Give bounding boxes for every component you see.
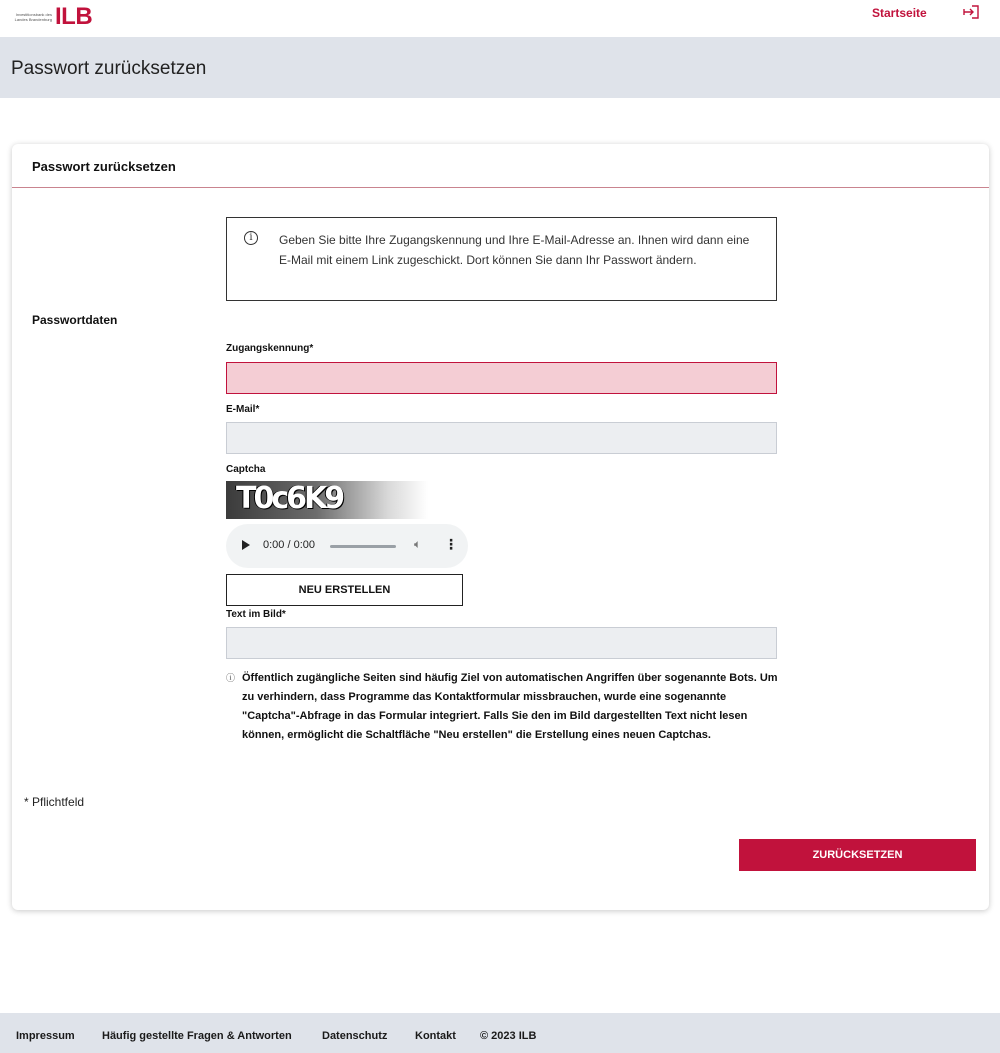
audio-time: 0:00 / 0:00 xyxy=(263,539,315,551)
info-icon: i xyxy=(244,231,258,245)
ilb-logo[interactable] xyxy=(10,4,92,30)
captcha-audio-player[interactable] xyxy=(226,524,468,568)
captcha-input-label: Text im Bild* xyxy=(226,609,286,620)
card-divider xyxy=(12,187,989,188)
email-input[interactable] xyxy=(226,422,777,454)
captcha-text: T0c6K9 xyxy=(236,481,343,516)
more-options-icon[interactable]: ⋮ xyxy=(444,536,458,552)
play-icon[interactable] xyxy=(242,540,250,550)
footer-link-faq[interactable]: Häufig gestellte Fragen & Antworten xyxy=(102,1030,292,1042)
top-bar xyxy=(0,0,1000,37)
username-input[interactable] xyxy=(226,362,777,394)
captcha-label: Captcha xyxy=(226,464,266,475)
captcha-input[interactable] xyxy=(226,627,777,659)
email-label: E-Mail* xyxy=(226,404,260,415)
card-title: Passwort zurücksetzen xyxy=(32,159,176,174)
hint-text: Öffentlich zugängliche Seiten sind häufig Ziel von automatischen Angriffen über sogenannte Bots. Um zu verhindern, dass Programme das Kontaktformular missbrauchen, wurde eine sogenannte "Captcha"-Abfrage in das Formular integriert. Falls Sie den im Bild dargestellten Text nicht lesen können, ermöglicht die Schaltfläche "Neu erstellen" die Erstellung eines neuen Captchas. xyxy=(242,672,778,741)
page-title: Passwort zurücksetzen xyxy=(11,58,207,79)
startseite-link[interactable]: Startseite xyxy=(872,6,927,20)
reset-card xyxy=(12,144,989,910)
section-label-passwortdaten: Passwortdaten xyxy=(32,313,118,327)
captcha-image xyxy=(226,481,428,519)
zuruecksetzen-button[interactable]: ZURÜCKSETZEN xyxy=(739,839,976,871)
logo-wordmark: ILB xyxy=(55,3,93,30)
footer xyxy=(0,1013,1000,1053)
logo-subtitle: Investitionsbank des Landes Brandenburg xyxy=(14,12,52,22)
info-box xyxy=(226,217,777,301)
volume-icon[interactable]: 🔈︎ xyxy=(414,537,422,551)
footer-link-datenschutz[interactable]: Datenschutz xyxy=(322,1030,388,1042)
footer-copyright: © 2023 ILB xyxy=(480,1030,537,1042)
footer-link-impressum[interactable]: Impressum xyxy=(16,1030,75,1042)
required-field-note: * Pflichtfeld xyxy=(24,795,85,809)
login-icon[interactable] xyxy=(962,4,980,20)
neu-erstellen-button[interactable]: NEU ERSTELLEN xyxy=(226,574,463,606)
info-text: Geben Sie bitte Ihre Zugangskennung und Ihre E-Mail-Adresse an. Ihnen wird dann eine E-Mail mit einem Link zugeschickt. Dort können Sie dann Ihr Passwort ändern. xyxy=(279,233,750,267)
audio-progress-slider[interactable] xyxy=(330,545,396,548)
footer-link-kontakt[interactable]: Kontakt xyxy=(415,1030,456,1042)
hint-info-icon: ⓘ xyxy=(226,673,236,683)
username-label: Zugangskennung* xyxy=(226,343,314,354)
